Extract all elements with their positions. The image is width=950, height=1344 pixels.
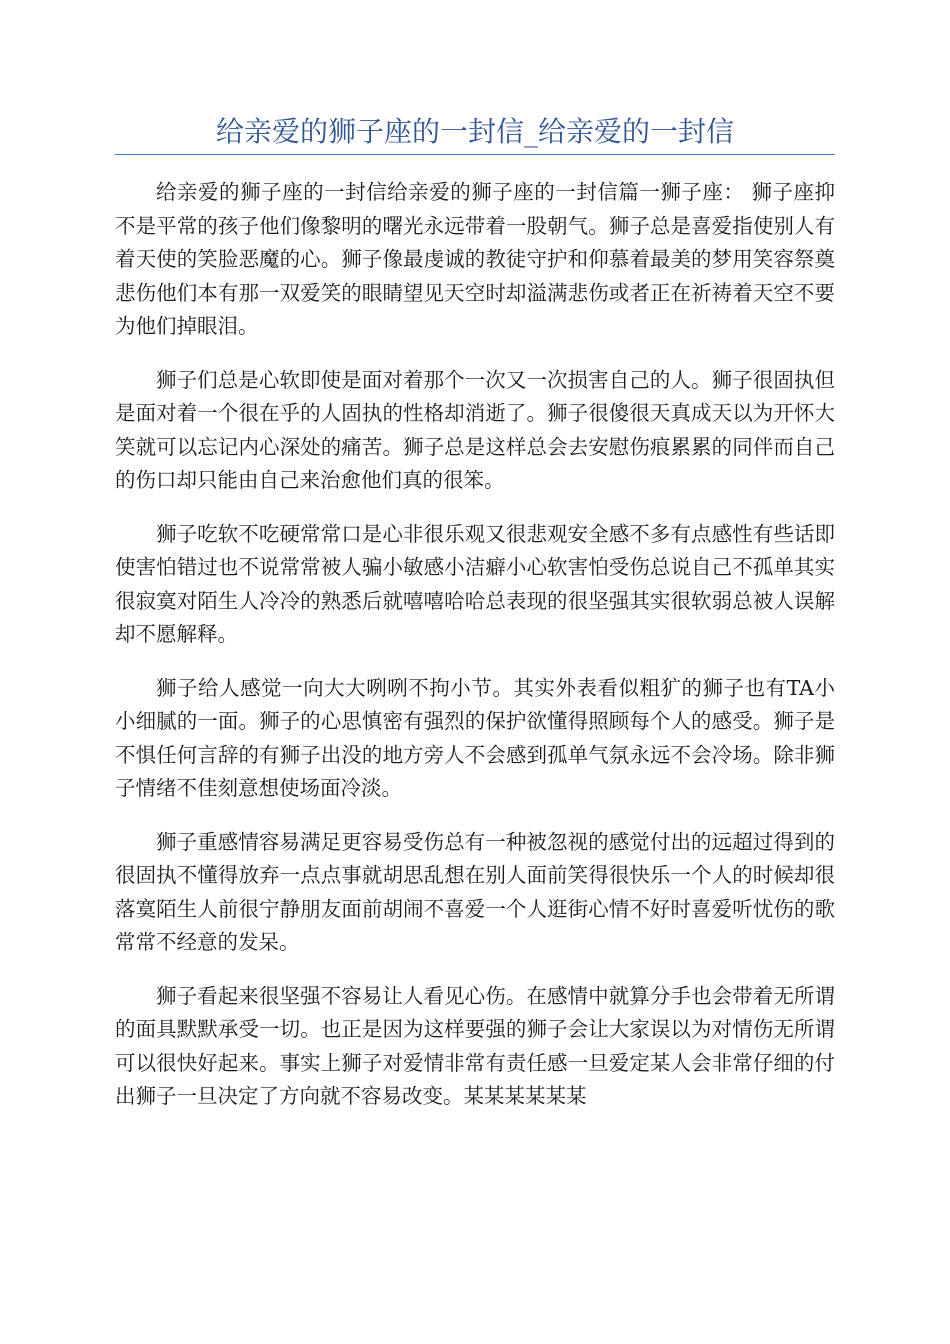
paragraph-6: 狮子看起来很坚强不容易让人看见心伤。在感情中就算分手也会带着无所谓的面具默默承受一切。也正是因为这样要强的狮子会让大家误以为对情伤无所谓可以很快好起来。事实上狮子对爱情非常有责任感一旦爱定某人会非常仔细的付出狮子一旦决定了方向就不容易改变。某某某某某某: [115, 983, 835, 1108]
paragraph-5: 狮子重感情容易满足更容易受伤总有一种被忽视的感觉付出的远超过得到的很固执不懂得放弃一点点事就胡思乱想在别人面前笑得很快乐一个人的时候却很落寞陌生人前很宁静朋友面前胡闹不喜爱一个人逛街心情不好时喜爱听忧伤的歌常常不经意的发呆。: [115, 829, 835, 954]
title-underline: [115, 154, 835, 155]
paragraph-1: 给亲爱的狮子座的一封信给亲爱的狮子座的一封信篇一狮子座： 狮子座抑不是平常的孩子他们像黎明的曙光永远带着一股朝气。狮子总是喜爱指使别人有着天使的笑脸恶魔的心。狮子像最虔诚的教徒守护和仰慕着最美的梦用笑容祭奠悲伤他们本有那一双爱笑的眼睛望见天空时却溢满悲伤或者正在祈祷着天空不要为他们掉眼泪。: [115, 180, 835, 338]
paragraph-3: 狮子吃软不吃硬常常口是心非很乐观又很悲观安全感不多有点感性有些话即使害怕错过也不说常常被人骗小敏感小洁癖小心软害怕受伤总说自己不孤单其实很寂寞对陌生人冷冷的熟悉后就嘻嘻哈哈总表现的很坚强其实很软弱总被人误解却不愿解释。: [115, 521, 835, 646]
paragraph-4: 狮子给人感觉一向大大咧咧不拘小节。其实外表看似粗犷的狮子也有TA小小细腻的一面。狮子的心思慎密有强烈的保护欲懂得照顾每个人的感受。狮子是不惧任何言辞的有狮子出没的地方旁人不会感到孤单气氛永远不会冷场。除非狮子情绪不佳刻意想使场面冷淡。: [115, 675, 835, 800]
paragraph-2: 狮子们总是心软即使是面对着那个一次又一次损害自己的人。狮子很固执但是面对着一个很在乎的人固执的性格却消逝了。狮子很傻很天真成天以为开怀大笑就可以忘记内心深处的痛苦。狮子总是这样总会去安慰伤痕累累的同伴而自己的伤口却只能由自己来治愈他们真的很笨。: [115, 367, 835, 492]
document-title: 给亲爱的狮子座的一封信_给亲爱的一封信: [215, 115, 734, 148]
document-body: [115, 176, 835, 1134]
